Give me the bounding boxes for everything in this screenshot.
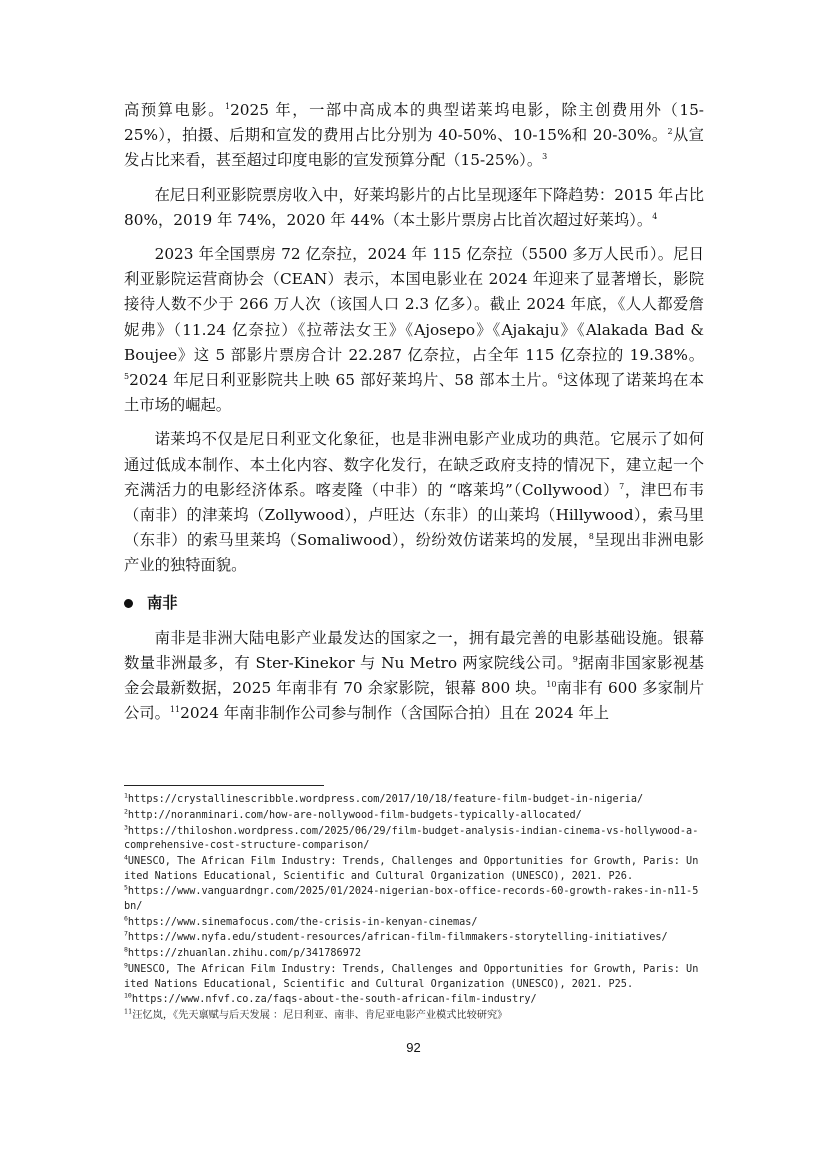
footnote-ref[interactable]: 2 xyxy=(667,127,673,137)
paragraph-group xyxy=(124,98,704,579)
footnote-number: 1 xyxy=(124,791,128,800)
paragraph-text: 诺莱坞不仅是尼日利亚文化象征，也是非洲电影产业成功的典范。它展示了如何通过低成本制作、本土化内容、数字化发行，在缺乏政府支持的情况下，建立起一个充满活力的电影经济体系。喀麦隆（中非）的 “喀莱坞”（Collywood） xyxy=(124,430,704,499)
footnote-number: 4 xyxy=(124,853,128,862)
paragraph-text: 呈现出非洲电影产业的独特面貌。 xyxy=(124,531,704,575)
footnote-ref[interactable]: 10 xyxy=(546,680,557,690)
footnote-number: 6 xyxy=(124,914,128,923)
paragraph xyxy=(124,626,704,727)
footnote xyxy=(124,993,704,1008)
footnote-ref[interactable]: 6 xyxy=(557,371,563,381)
footnote-text[interactable]: https://zhuanlan.zhihu.com/p/341786972 xyxy=(127,948,361,960)
footnote-number: 11 xyxy=(124,1007,133,1016)
footnote-text[interactable]: https://www.sinemafocus.com/the-crisis-in-kenyan-cinemas/ xyxy=(127,916,478,928)
paragraph-text: 2024 年南非制作公司参与制作（含国际合拍）且在 2024 年上 xyxy=(180,704,610,723)
footnote xyxy=(124,1009,704,1024)
footnote xyxy=(124,809,704,824)
footnote-ref[interactable]: 1 xyxy=(224,101,231,111)
paragraph-text: 南非是非洲大陆电影产业最发达的国家之一，拥有最完善的电影基础设施。银幕数量非洲最多，有 Ster-Kinekor 与 Nu Metro 两家院线公司。 xyxy=(124,628,704,673)
footnote-text[interactable]: https://www.vanguardngr.com/2025/01/2024-nigerian-box-office-records-60-growth-rakes-in-n11-5bn/ xyxy=(124,886,699,912)
footnote-ref[interactable]: 7 xyxy=(619,481,625,491)
paragraph-text: ，津巴布韦（南非）的津莱坞（Zollywood），卢旺达（东非）的山莱坞（Hillywood），索马里（东非）的索马里莱坞（Somaliwood），纷纷效仿诺莱坞的发展， xyxy=(124,480,704,550)
footnote-text: UNESCO, The African Film Industry: Trends, Challenges and Opportunities for Growth, Paris: United Nations Educational, Scientific and Cultural Organization (UNESCO), 2021. P25. xyxy=(124,964,699,990)
footnote-text: 汪忆岚，《先天禀赋与后天发展 ：尼日利亚、南非、肯尼亚电影产业模式比较研究》 xyxy=(132,1010,508,1022)
footnote xyxy=(124,947,704,962)
paragraph-text: 据南非国家影视基金会最新数据，2025 年南非有 70 余家影院，银幕 800 块。 xyxy=(124,654,704,698)
footnote-ref[interactable]: 5 xyxy=(124,371,130,381)
footnote-number: 2 xyxy=(124,807,128,816)
footnote xyxy=(124,793,704,808)
footnote-ref[interactable]: 11 xyxy=(169,705,181,715)
footnote xyxy=(124,931,704,946)
footnote-number: 8 xyxy=(124,945,128,954)
section-heading xyxy=(124,591,704,616)
bullet-icon xyxy=(124,599,133,608)
paragraph-text: 2024 年尼日利亚影院共上映 65 部好莱坞片、58 部本土片。 xyxy=(129,371,558,390)
footnote xyxy=(124,963,704,992)
paragraph-text: 从宣发占比来看，甚至超过印度电影的宣发预算分配（15-25%）。 xyxy=(124,126,704,170)
footnote-number: 10 xyxy=(124,992,132,1001)
footnote xyxy=(124,855,704,884)
paragraph xyxy=(124,183,704,233)
footnote-text[interactable]: https://crystallinescribble.wordpress.com/2017/10/18/feature-film-budget-in-nigeria/ xyxy=(127,794,644,805)
paragraph-text: 南非有 600 多家制片公司。 xyxy=(124,679,704,723)
footnote-text: UNESCO, The African Film Industry: Trends, Challenges and Opportunities for Growth, Paris: United Nations Educational, Scientific and Cultural Organization (UNESCO), 2021. P26. xyxy=(124,855,699,882)
footnote xyxy=(124,825,704,854)
footnote-text[interactable]: http://noranminari.com/how-are-nollywood-film-budgets-typically-allocated/ xyxy=(127,809,582,821)
footnote-divider xyxy=(124,785,324,786)
paragraph-text: 2023 年全国票房 72 亿奈拉，2024 年 115 亿奈拉（5500 多万人民币）。尼日利亚影院运营商协会（CEAN）表示，本国电影业在 2024 年迎来了显著增长，影院接待人数不少于 266 万人次（该国人口 2.3 亿多）。截止 2024 年底，《人人都爱詹妮弗》（11.24 亿奈拉）《拉蒂法女王》《Ajosepo》《Ajakaju》《Alakada Bad & Boujee》这 5 部影片票房合计 22.287 亿奈拉，占全年 115 亿奈拉的 19.38%。 xyxy=(124,245,704,364)
footnote-number: 5 xyxy=(124,883,128,892)
footnote-text[interactable]: https://thiloshon.wordpress.com/2025/06/29/film-budget-analysis-indian-cinema-vs-hollywood-a-comprehensive-cost-structure-comparison/ xyxy=(124,825,699,852)
footnote-text[interactable]: https://www.nfvf.co.za/faqs-about-the-south-african-film-industry/ xyxy=(131,994,537,1006)
section-heading-text: 南非 xyxy=(147,593,178,612)
footnote-ref[interactable]: 3 xyxy=(542,152,548,162)
footnote-number: 3 xyxy=(124,823,128,832)
section-paragraph-group xyxy=(124,626,704,727)
body-text xyxy=(124,98,704,736)
paragraph-text: 这体现了诺莱坞在本土市场的崛起。 xyxy=(124,371,704,415)
paragraph-text: 在尼日利亚影院票房收入中，好莱坞影片的占比呈现逐年下降趋势：2015 年占比 80%，2019 年 74%，2020 年 44%（本土影片票房占比首次超过好莱坞）。 xyxy=(124,185,704,229)
paragraph xyxy=(124,242,704,418)
footnotes xyxy=(124,793,704,1025)
footnote-ref[interactable]: 9 xyxy=(572,654,578,664)
footnote-ref[interactable]: 4 xyxy=(652,211,658,221)
paragraph-text: 2025 年，一部中高成本的典型诺莱坞电影，除主创费用外（15-25%），拍摄、后期和宣发的费用占比分别为 40-50%、10-15%和 20-30%。 xyxy=(124,101,704,145)
paragraph xyxy=(124,98,704,174)
footnote-text[interactable]: https://www.nyfa.edu/student-resources/african-film-filmmakers-storytelling-initiatives/ xyxy=(127,932,668,944)
footnote xyxy=(124,916,704,931)
page-number: 92 xyxy=(406,1040,421,1055)
footnote-ref[interactable]: 8 xyxy=(588,532,594,542)
paragraph-text: 高预算电影。 xyxy=(124,101,225,119)
footnote xyxy=(124,885,704,914)
paragraph xyxy=(124,427,704,578)
footnote-number: 9 xyxy=(124,961,128,970)
footnote-number: 7 xyxy=(124,930,128,939)
